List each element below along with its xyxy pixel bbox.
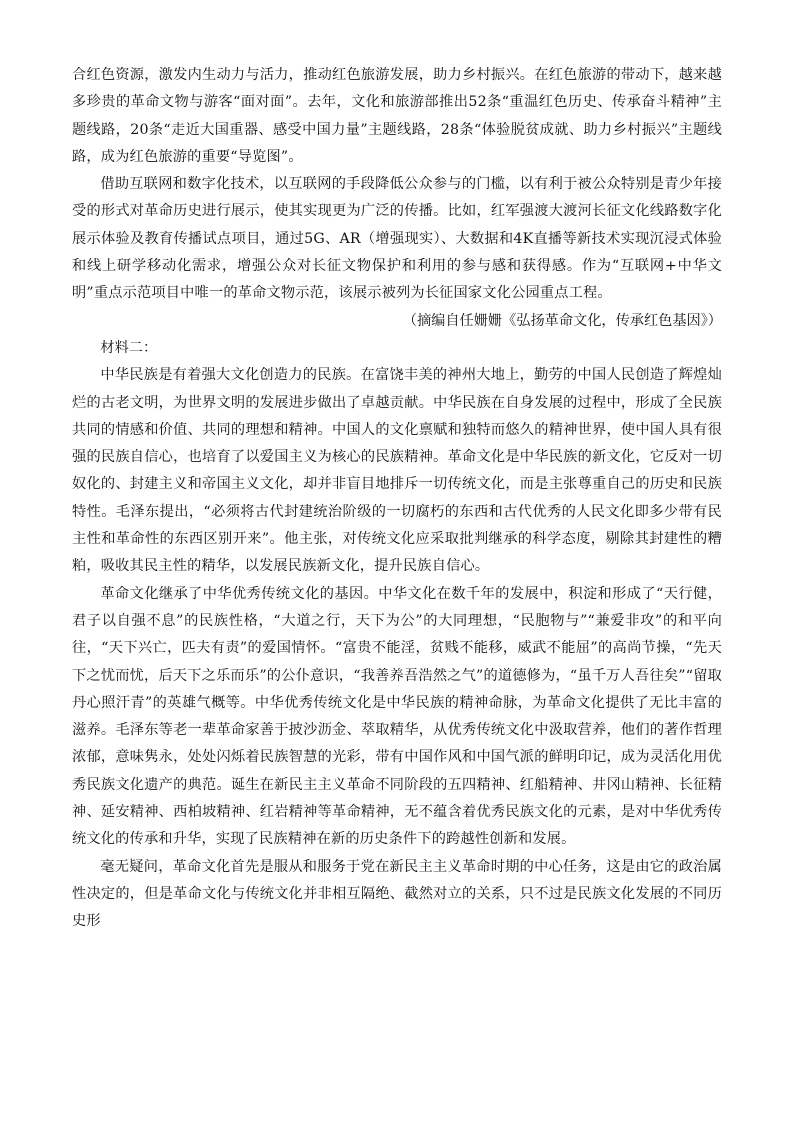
document-page xyxy=(72,62,722,936)
material-two-label: 材料二： xyxy=(100,339,158,356)
paragraph-cultural-creativity: 中华民族是有着强大文化创造力的民族。在富饶丰美的神州大地上，勤劳的中国人民创造了辉煌灿烂的古老文明，为世界文明的发展进步做出了卓越贡献。中华民族在自身发展的过程中，形成了全民族共同的情感和价值、共同的理想和精神。中国人的文化禀赋和独特而悠久的精神世界，使中国人具有很强的民族自信心，也培育了以爱国主义为核心的民族精神。革命文化是中华民族的新文化，它反对一切奴化的、封建主义和帝国主义文化，却并非盲目地排斥一切传统文化，而是主张尊重自己的历史和民族特性。毛泽东提出，“必须将古代封建统治阶级的一切腐朽的东西和古代优秀的人民文化即多少带有民主性和革命性的东西区别开来”。他主张，对传统文化应采取批判继承的科学态度，剔除其封建性的糟粕，吸收其民主性的精华，以发展民族新文化，提升民族自信心。 xyxy=(72,367,722,575)
paragraph-internet-digital: 借助互联网和数字化技术，以互联网的手段降低公众参与的门槛，以有利于被公众特别是青少年接受的形式对革命历史进行展示，使其实现更为广泛的传播。比如，红军强渡大渡河长征文化线路数字化展示体验及教育传播试点项目，通过5G、AR（增强现实）、大数据和4K直播等新技术实现沉浸式体验和线上研学移动化需求，增强公众对长征文物保护和利用的参与感和获得感。作为“互联网+中华文明”重点示范项目中唯一的革命文物示范，该展示被列为长征国家文化公园重点工程。 xyxy=(72,176,722,302)
paragraph-traditional-gene: 革命文化继承了中华优秀传统文化的基因。中华文化在数千年的发展中，积淀和形成了“天行健，君子以自强不息”的民族性格，“大道之行，天下为公”的大同理想，“民胞物与”“兼爱非攻”的和平向往，“天下兴亡，匹夫有责”的爱国情怀。“富贵不能淫，贫贱不能移，威武不能屈”的高尚节操，“先天下之忧而忧，后天下之乐而乐”的公仆意识，“我善养吾浩然之气”的道德修为，“虽千万人吾往矣”“留取丹心照汗青”的英雄气概等。中华优秀传统文化是中华民族的精神命脉，为革命文化提供了无比丰富的滋养。毛泽东等老一辈革命家善于披沙沥金、萃取精华，从优秀传统文化中汲取营养，他们的著作哲理浓郁，意味隽永，处处闪烁着民族智慧的光彩，带有中国作风和中国气派的鲜明印记，成为灵活化用优秀民族文化遗产的典范。诞生在新民主主义革命不同阶段的五四精神、红船精神、井冈山精神、长征精神、延安精神、西柏坡精神、红岩精神等革命精神，无不蕴含着优秀民族文化的元素，是对中华优秀传统文化的传承和升华，实现了民族精神在新的历史条件下的跨越性创新和发展。 xyxy=(72,585,722,848)
source-citation: （摘编自任姗姗《弘扬革命文化，传承红色基因》） xyxy=(402,312,722,329)
paragraph-no-doubt: 毫无疑问，革命文化首先是服从和服务于党在新民主主义革命时期的中心任务，这是由它的政治属性决定的，但是革命文化与传统文化并非相互隔绝、截然对立的关系，只不过是民族文化发展的不同历史形 xyxy=(72,858,722,930)
paragraph-red-tourism: 合红色资源，激发内生动力与活力，推动红色旅游发展，助力乡村振兴。在红色旅游的带动下，越来越多珍贵的革命文物与游客“面对面”。去年，文化和旅游部推出52条“重温红色历史、传承奋斗精神”主题线路，20条“走近大国重器、感受中国力量”主题线路，28条“体验脱贫成就、助力乡村振兴”主题线路，成为红色旅游的重要“导览图”。 xyxy=(72,67,722,165)
